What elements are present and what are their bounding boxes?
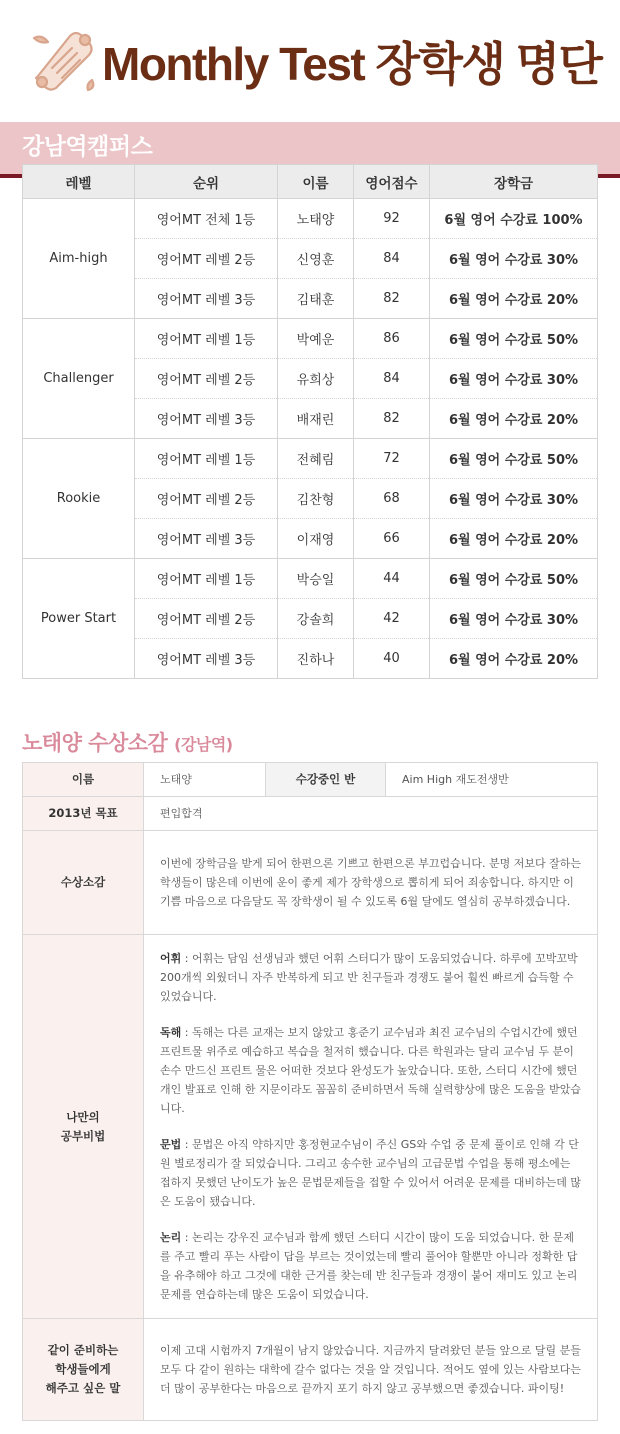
name-cell: 이재영 [278,519,354,559]
review-row-goal [23,797,598,831]
class-value: Aim High 재도전생반 [386,763,598,797]
score-cell: 44 [354,559,430,599]
speech-label: 수상소감 [23,831,144,935]
review-row-name [23,763,598,797]
review-row-method [23,935,598,1319]
scholarship-cell: 6월 영어 수강료 30% [430,479,598,519]
rank-cell: 영어MT 레벨 2등 [135,479,278,519]
name-cell: 노태양 [278,199,354,239]
method-body: : 문법은 아직 약하지만 홍정현교수님이 주신 GS와 수업 중 문제 풀이로 인해 각 단원 별로정리가 잘 되었습니다. 그리고 송수한 교수님의 고급문법 수업을 통해 평소에는 접하지 못했던 난이도가 높은 문법문제들을 접할 수 있어서 어려운 문제를 대비하는데 많은 도움이 됐습니다. [160,1138,581,1208]
table-header-row [23,165,598,199]
rank-cell: 영어MT 레벨 1등 [135,559,278,599]
rank-cell: 영어MT 레벨 3등 [135,279,278,319]
column-header-rank: 순위 [135,165,278,199]
campus-name: 강남역캠퍼스 [22,134,153,160]
scholarship-cell: 6월 영어 수강료 30% [430,239,598,279]
goal-value: 편입합격 [144,797,598,831]
score-cell: 66 [354,519,430,559]
scholarship-cell: 6월 영어 수강료 50% [430,319,598,359]
name-cell: 신영훈 [278,239,354,279]
level-cell: Power Start [23,559,135,679]
score-cell: 92 [354,199,430,239]
rank-cell: 영어MT 레벨 3등 [135,519,278,559]
review-title-main: 노태양 수상소감 [22,731,168,755]
method-paragraph-logic [160,1228,581,1304]
speech-text: 이번에 장학금을 받게 되어 한편으론 기쁘고 한편으론 부끄럽습니다. 분명 저보다 잘하는 학생들이 많은데 이번에 운이 좋게 제가 장학생으로 뽑히게 되어 죄송합니다. 하지만 이 기쁨 마음으로 다음달도 꼭 장학생이 될 수 있도록 6월 달에도 열심히 공부하겠습니다. [144,831,598,935]
name-cell: 배재린 [278,399,354,439]
name-value: 노태양 [144,763,266,797]
score-cell: 84 [354,239,430,279]
page-title: Monthly Test 장학생 명단 [102,38,602,90]
advice-label-line: 해주고 싶은 말 [45,1381,121,1395]
score-cell: 86 [354,319,430,359]
table-row [23,319,598,359]
name-cell: 강솔희 [278,599,354,639]
scholarship-cell: 6월 영어 수강료 50% [430,439,598,479]
name-cell: 유희상 [278,359,354,399]
column-header-scholarship: 장학금 [430,165,598,199]
goal-label: 2013년 목표 [23,797,144,831]
scroll-document-icon [30,28,100,92]
scholarship-cell: 6월 영어 수강료 20% [430,639,598,679]
rank-cell: 영어MT 레벨 3등 [135,639,278,679]
rank-cell: 영어MT 레벨 1등 [135,439,278,479]
scholarship-cell: 6월 영어 수강료 50% [430,559,598,599]
method-heading: 논리 [160,1231,182,1244]
rank-cell: 영어MT 레벨 2등 [135,599,278,639]
method-heading: 어휘 [160,952,182,965]
class-label: 수강중인 반 [266,763,386,797]
method-body: : 어휘는 담임 선생님과 했던 어휘 스터디가 많이 도움되었습니다. 하루에 꼬박꼬박 200개씩 외웠더니 자주 반복하게 되고 반 친구들과 경쟁도 붙어 훨씬 빠르게 습득할 수 있었습니다. [160,952,578,1003]
rank-cell: 영어MT 레벨 2등 [135,239,278,279]
score-cell: 84 [354,359,430,399]
review-title-campus: (강남역) [174,735,233,754]
score-cell: 82 [354,399,430,439]
column-header-name: 이름 [278,165,354,199]
method-paragraph-vocab [160,949,581,1006]
rank-cell: 영어MT 전체 1등 [135,199,278,239]
advice-text: 이제 고대 시험까지 7개월이 남지 않았습니다. 지금까지 달려왔던 분들 앞으로 달릴 분들 모두 다 같이 원하는 대학에 갈수 없다는 것을 알 것입니다. 적어도 옆에 있는 사람보다는 더 많이 공부한다는 마음으로 끝까지 포기 하지 않고 공부했으면 좋겠습니다. 파이팅! [144,1319,598,1421]
score-cell: 72 [354,439,430,479]
method-label-line: 나만의 [66,1109,100,1124]
score-cell: 68 [354,479,430,519]
column-header-level: 레벨 [23,165,135,199]
name-cell: 전혜림 [278,439,354,479]
method-text [144,935,598,1319]
method-paragraph-grammar [160,1135,581,1211]
page-header [0,0,620,120]
scholarship-table [22,164,598,679]
method-label-line: 공부비법 [60,1128,106,1143]
method-heading: 문법 [160,1138,182,1151]
scholarship-cell: 6월 영어 수강료 20% [430,399,598,439]
rank-cell: 영어MT 레벨 3등 [135,399,278,439]
method-label [23,935,144,1319]
level-cell: Rookie [23,439,135,559]
method-body: : 독해는 다른 교재는 보지 않았고 홍준기 교수님과 최진 교수님의 수업시간에 했던 프린트물 위주로 예습하고 복습을 철저히 했습니다. 다른 학원과는 달리 교수님 두 분이 손수 만드신 프린트 물은 어떠한 것보다 완성도가 높았습니다. 또한, 스터디 시간에 했던 개인 발표로 인해 한 지문이라도 꼼꼼히 준비하면서 독해 실력향상에 많은 도움을 받았습니다. [160,1026,581,1115]
scholarship-cell: 6월 영어 수강료 20% [430,279,598,319]
score-cell: 42 [354,599,430,639]
review-row-advice [23,1319,598,1421]
scholarship-cell: 6월 영어 수강료 20% [430,519,598,559]
level-cell: Aim-high [23,199,135,319]
name-cell: 김찬형 [278,479,354,519]
rank-cell: 영어MT 레벨 2등 [135,359,278,399]
column-header-score: 영어점수 [354,165,430,199]
advice-label-line: 같이 준비하는 [47,1343,119,1357]
review-table [22,762,598,1421]
table-row [23,559,598,599]
table-row [23,199,598,239]
rank-cell: 영어MT 레벨 1등 [135,319,278,359]
name-cell: 박승일 [278,559,354,599]
score-cell: 82 [354,279,430,319]
level-cell: Challenger [23,319,135,439]
review-title [22,727,233,757]
scholarship-cell: 6월 영어 수강료 100% [430,199,598,239]
method-heading: 독해 [160,1026,182,1039]
name-cell: 김태훈 [278,279,354,319]
scholarship-cell: 6월 영어 수강료 30% [430,359,598,399]
name-label: 이름 [23,763,144,797]
scholarship-cell: 6월 영어 수강료 30% [430,599,598,639]
name-cell: 박예운 [278,319,354,359]
method-body: : 논리는 강우진 교수님과 함께 했던 스터디 시간이 많이 도움 되었습니다. 한 문제를 주고 빨리 푸는 사람이 답을 부르는 것이었는데 빨리 풀어야 할뿐만 아니라 정확한 답을 유추해야 하고 그것에 대한 근거를 찾는데 반 친구들과 경쟁이 붙어 재미도 있고 논리 문제를 연습하는데 많은 도움이 되었습니다. [160,1231,578,1301]
review-row-speech [23,831,598,935]
name-cell: 진하나 [278,639,354,679]
score-cell: 40 [354,639,430,679]
advice-label-line: 학생들에게 [55,1362,111,1376]
advice-label [23,1319,144,1421]
method-paragraph-reading [160,1023,581,1118]
table-row [23,439,598,479]
